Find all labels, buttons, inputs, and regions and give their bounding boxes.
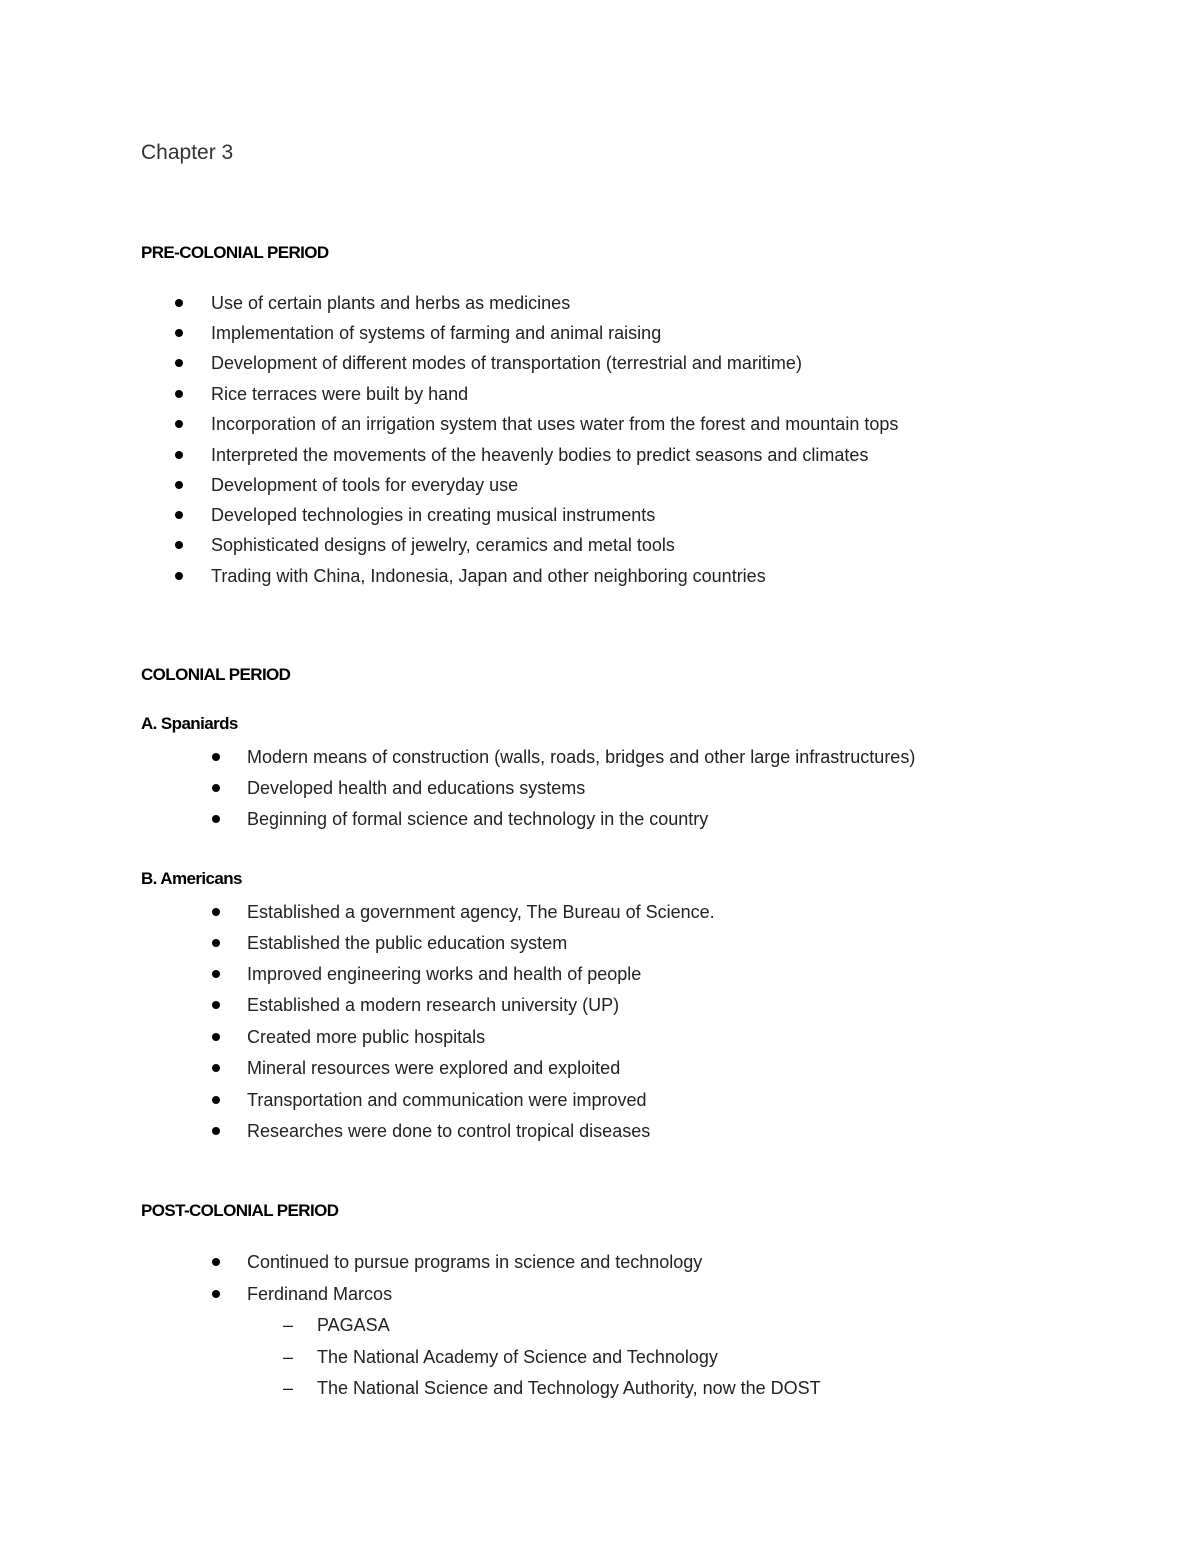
list-item [0, 962, 1200, 986]
list-item-text: Interpreted the movements of the heavenly bodies to predict seasons and climates [211, 445, 869, 465]
americans-heading: B. Americans [141, 869, 242, 888]
list-item [0, 1088, 1200, 1112]
dash-icon: – [283, 1347, 294, 1367]
list-item [0, 1282, 1200, 1306]
list-item-text: Ferdinand Marcos [247, 1284, 393, 1304]
bullet-icon [212, 1127, 220, 1135]
bullet-icon [175, 420, 183, 428]
list-item [0, 473, 1200, 497]
sub-list-item-text: The National Science and Technology Authority, now the DOST [317, 1378, 821, 1398]
list-item [0, 533, 1200, 557]
bullet-icon [175, 359, 183, 367]
list-item-text: Beginning of formal science and technology in the country [247, 809, 709, 829]
list-item-text: Created more public hospitals [247, 1027, 486, 1047]
list-item [0, 931, 1200, 955]
bullet-icon [175, 541, 183, 549]
list-item [0, 776, 1200, 800]
list-item [0, 321, 1200, 345]
list-item [0, 1250, 1200, 1274]
bullet-icon [212, 1033, 220, 1041]
list-item-text: Use of certain plants and herbs as medicines [211, 293, 571, 313]
sub-list-item [0, 1345, 1200, 1369]
list-item-text: Development of different modes of transportation (terrestrial and maritime) [211, 353, 802, 373]
list-item [0, 993, 1200, 1017]
sub-list-item-text: The National Academy of Science and Technology [317, 1347, 718, 1367]
bullet-icon [212, 970, 220, 978]
bullet-icon [212, 939, 220, 947]
list-item [0, 503, 1200, 527]
bullet-icon [175, 572, 183, 580]
post-colonial-heading: POST-COLONIAL PERIOD [141, 1201, 339, 1220]
pre-colonial-heading: PRE-COLONIAL PERIOD [141, 243, 329, 262]
list-item-text: Rice terraces were built by hand [211, 384, 469, 404]
bullet-icon [212, 1064, 220, 1072]
list-item-text: Implementation of systems of farming and animal raising [211, 323, 662, 343]
bullet-icon [175, 390, 183, 398]
list-item-text: Trading with China, Indonesia, Japan and other neighboring countries [211, 566, 766, 586]
list-item [0, 564, 1200, 588]
list-item-text: Developed technologies in creating musical instruments [211, 505, 656, 525]
sub-list-item [0, 1376, 1200, 1400]
dash-icon: – [283, 1378, 294, 1398]
list-item [0, 900, 1200, 924]
list-item [0, 351, 1200, 375]
bullet-icon [212, 1096, 220, 1104]
list-item-text: Development of tools for everyday use [211, 475, 519, 495]
sub-list-item-text: PAGASA [317, 1315, 390, 1335]
bullet-icon [175, 451, 183, 459]
bullet-icon [212, 1290, 220, 1298]
bullet-icon [212, 784, 220, 792]
list-item-text: Researches were done to control tropical diseases [247, 1121, 651, 1141]
sub-list-item [0, 1313, 1200, 1337]
colonial-heading: COLONIAL PERIOD [141, 665, 291, 684]
bullet-icon [175, 299, 183, 307]
list-item-text: Established a modern research university (UP) [247, 995, 620, 1015]
list-item-text: Established a government agency, The Bureau of Science. [247, 902, 715, 922]
list-item [0, 807, 1200, 831]
spaniards-heading: A. Spaniards [141, 714, 238, 733]
list-item-text: Modern means of construction (walls, roads, bridges and other large infrastructures) [247, 747, 916, 767]
list-item-text: Incorporation of an irrigation system that uses water from the forest and mountain tops [211, 414, 899, 434]
dash-icon: – [283, 1315, 294, 1335]
bullet-icon [212, 1258, 220, 1266]
list-item [0, 412, 1200, 436]
bullet-icon [212, 815, 220, 823]
bullet-icon [175, 481, 183, 489]
list-item [0, 443, 1200, 467]
list-item [0, 745, 1200, 769]
list-item-text: Improved engineering works and health of people [247, 964, 642, 984]
bullet-icon [212, 1001, 220, 1009]
bullet-icon [212, 753, 220, 761]
list-item [0, 382, 1200, 406]
list-item-text: Established the public education system [247, 933, 568, 953]
bullet-icon [175, 511, 183, 519]
list-item-text: Transportation and communication were improved [247, 1090, 647, 1110]
list-item-text: Continued to pursue programs in science and technology [247, 1252, 703, 1272]
list-item [0, 1056, 1200, 1080]
list-item [0, 1025, 1200, 1049]
list-item-text: Developed health and educations systems [247, 778, 586, 798]
list-item [0, 291, 1200, 315]
list-item-text: Sophisticated designs of jewelry, ceramics and metal tools [211, 535, 675, 555]
bullet-icon [175, 329, 183, 337]
list-item-text: Mineral resources were explored and exploited [247, 1058, 621, 1078]
list-item [0, 1119, 1200, 1143]
bullet-icon [212, 908, 220, 916]
chapter-title: Chapter 3 [141, 141, 234, 164]
